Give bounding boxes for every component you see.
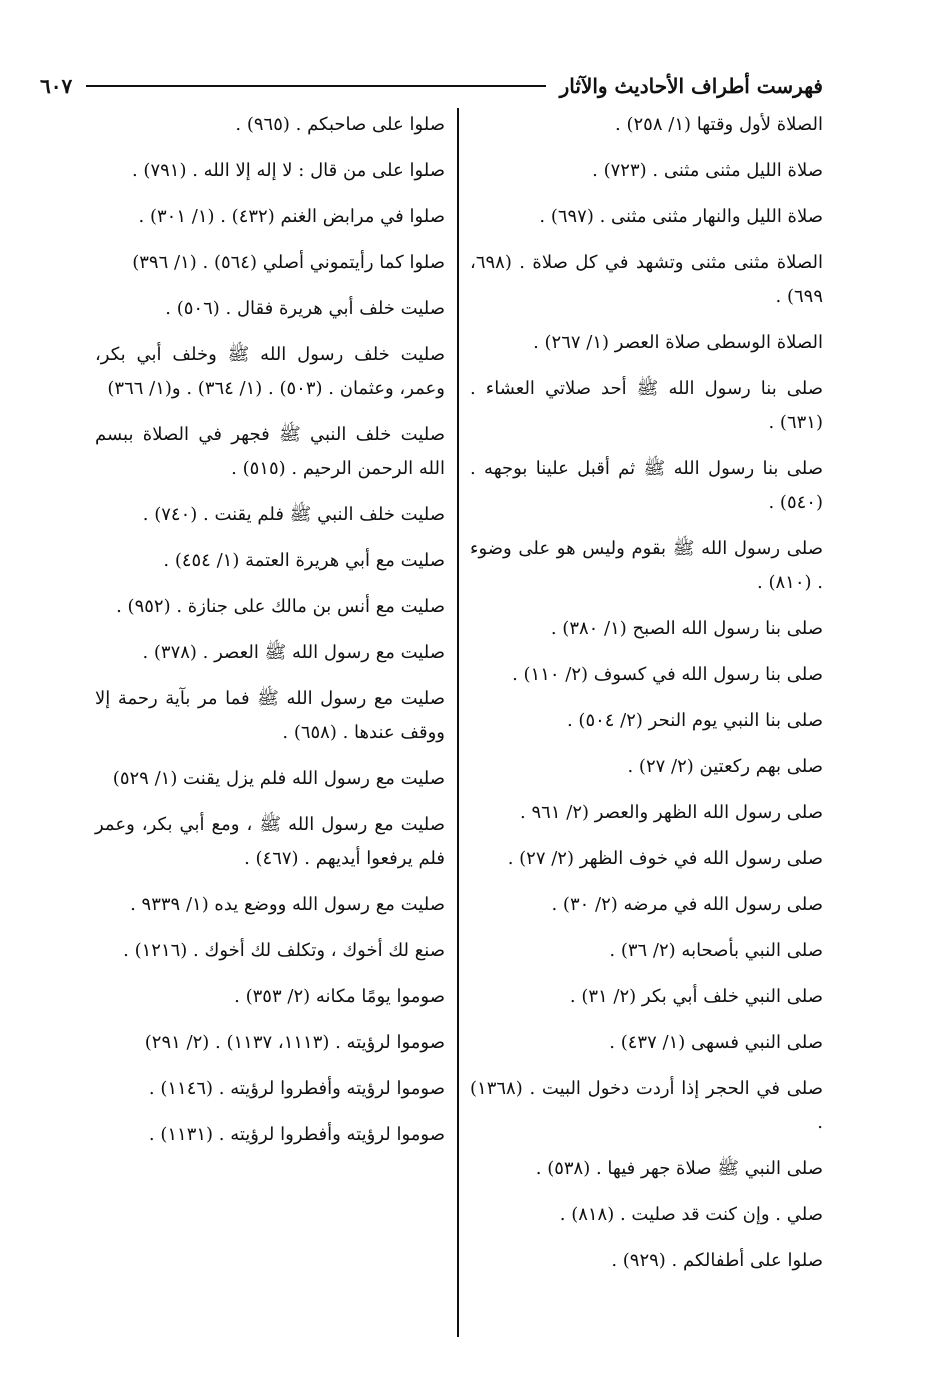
- index-entry: صليت خلف النبي ﷺ فلم يقنت . (٧٤٠) .: [142, 504, 445, 525]
- index-entry: صلى النبي فسهى (١/ ٤٣٧) .: [609, 1032, 823, 1053]
- index-entry: صلوا على صاحبكم . (٩٦٥) .: [235, 114, 445, 135]
- index-entry: صليت مع رسول الله ووضع يده (١/ ٩٣٣٩ .: [130, 894, 445, 915]
- page-header: [40, 66, 823, 106]
- index-entry: صلى في الحجر إذا أردت دخول البيت . (١٣٦٨) .: [470, 1078, 823, 1133]
- index-entry: صلى رسول الله الظهر والعصر (٢/ ٩٦١ .: [520, 802, 823, 823]
- index-entry: صلاة الليل مثنى مثنى . (٧٢٣) .: [592, 160, 823, 181]
- index-entry: صوموا لرؤيته وأفطروا لرؤيته . (١١٣١) .: [148, 1124, 445, 1145]
- index-entry: صليت مع رسول الله ﷺ ، ومع أبي بكر، وعمر فلم يرفعوا أيديهم . (٤٦٧) .: [95, 814, 445, 869]
- index-entry: صلى النبي بأصحابه (٢/ ٣٦) .: [609, 940, 823, 961]
- index-entry: صلوا كما رأيتموني أصلي (٥٦٤) . (١/ ٣٩٦): [132, 252, 445, 273]
- index-entry: صليت مع أنس بن مالك على جنازة . (٩٥٢) .: [116, 596, 445, 617]
- index-entry: صلى بنا رسول الله في كسوف (٢/ ١١٠) .: [512, 664, 823, 685]
- index-entry: صلى النبي خلف أبي بكر (٢/ ٣١) .: [569, 986, 823, 1007]
- index-entry: صوموا لرؤيته وأفطروا لرؤيته . (١١٤٦) .: [148, 1078, 445, 1099]
- index-entry: صليت مع أبي هريرة العتمة (١/ ٤٥٤) .: [163, 550, 445, 571]
- index-entry: الصلاة الوسطى صلاة العصر (١/ ٢٦٧) .: [533, 332, 823, 353]
- index-entry: الصلاة لأول وقتها (١/ ٢٥٨) .: [615, 114, 823, 135]
- index-entry: صوموا لرؤيته . (١١١٣، ١١٣٧) . (٢/ ٢٩١): [144, 1032, 445, 1053]
- running-title: فهرست أطراف الأحاديث والآثار: [559, 74, 823, 98]
- column-divider: [457, 108, 459, 1337]
- index-entry: صليت مع رسول الله ﷺ فما مر بآية رحمة إلا ووقف عندها . (٦٥٨) .: [95, 688, 445, 743]
- index-entry: صلى رسول الله في مرضه (٢/ ٣٠) .: [551, 894, 823, 915]
- right-column: [470, 108, 823, 1337]
- left-column: [95, 108, 445, 1337]
- index-entry: صلى بنا النبي يوم النحر (٢/ ٥٠٤) .: [566, 710, 823, 731]
- index-entry: صليت خلف أبي هريرة فقال . (٥٠٦) .: [165, 298, 445, 319]
- page-number: ٦٠٧: [40, 74, 73, 98]
- index-entry: صوموا يومًا مكانه (٢/ ٣٥٣) .: [234, 986, 445, 1007]
- index-entry: صلى بنا رسول الله ﷺ ثم أقبل علينا بوجهه . (٥٤٠) .: [470, 458, 823, 513]
- header-rule: [86, 85, 545, 87]
- index-entry: صلوا على أطفالكم . (٩٢٩) .: [611, 1250, 823, 1271]
- index-entry: صنع لك أخوك ، وتكلف لك أخوك . (١٢١٦) .: [123, 940, 445, 961]
- index-entry: صلوا على من قال : لا إله إلا الله . (٧٩١) .: [131, 160, 445, 181]
- index-entry: صلى رسول الله ﷺ بقوم وليس هو على وضوء . (٨١٠) .: [470, 538, 823, 593]
- index-entry: صلى بنا رسول الله ﷺ أحد صلاتي العشاء . (٦٣١) .: [470, 378, 823, 433]
- index-entry: صلي . وإن كنت قد صليت . (٨١٨) .: [559, 1204, 823, 1225]
- index-entry: صلى بهم ركعتين (٢/ ٢٧) .: [627, 756, 823, 777]
- index-entry: صلى بنا رسول الله الصبح (١/ ٣٨٠) .: [550, 618, 823, 639]
- index-entry: الصلاة مثنى مثنى وتشهد في كل صلاة . (٦٩٨، ٦٩٩) .: [470, 252, 823, 307]
- index-entry: صليت مع رسول الله ﷺ العصر . (٣٧٨) .: [142, 642, 445, 663]
- index-entry: صلوا في مرابض الغنم (٤٣٢) . (١/ ٣٠١) .: [138, 206, 445, 227]
- index-entry: صلاة الليل والنهار مثنى مثنى . (٦٩٧) .: [539, 206, 823, 227]
- index-entry: صلى رسول الله في خوف الظهر (٢/ ٢٧) .: [507, 848, 823, 869]
- index-entry: صليت مع رسول الله فلم يزل يقنت (١/ ٥٢٩): [112, 768, 445, 789]
- index-entry: صليت خلف النبي ﷺ فجهر في الصلاة ببسم الله الرحمن الرحيم . (٥١٥) .: [95, 424, 445, 479]
- index-entry: صلى النبي ﷺ صلاة جهر فيها . (٥٣٨) .: [535, 1158, 823, 1179]
- index-entry: صليت خلف رسول الله ﷺ وخلف أبي بكر، وعمر، وعثمان . (٥٠٣) . (١/ ٣٦٤) . و(١/ ٣٦٦): [95, 344, 445, 399]
